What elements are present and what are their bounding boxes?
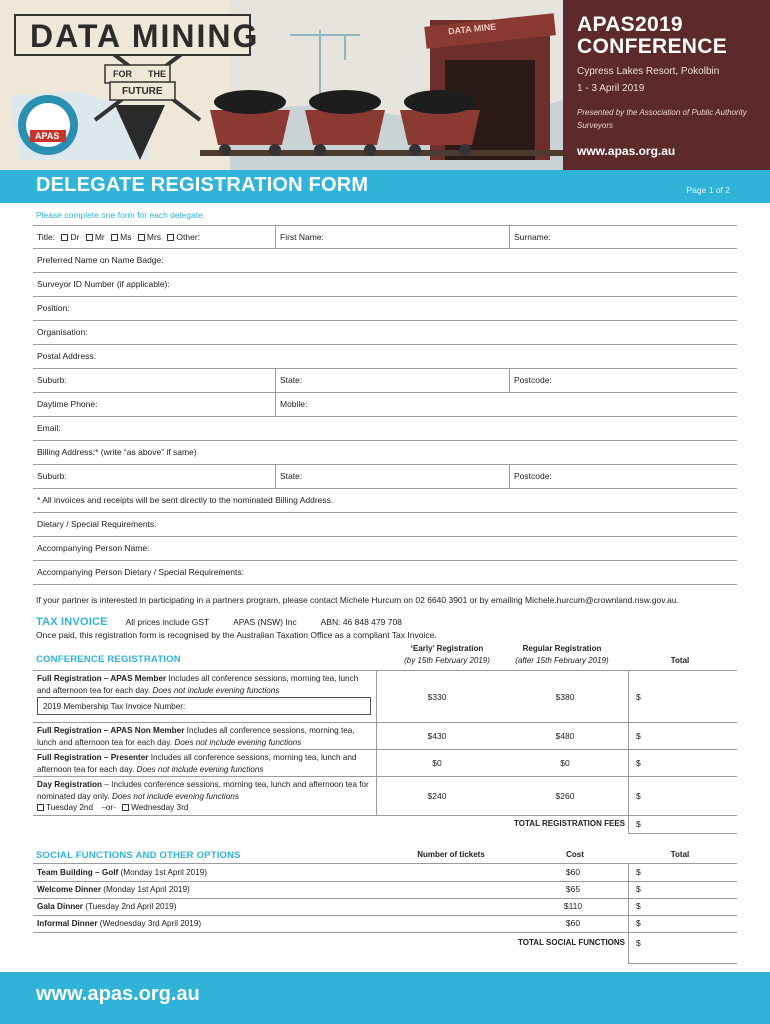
- social-row-gala-dinner: Gala Dinner (Tuesday 2nd April 2019): [37, 902, 177, 911]
- title-name-row: [33, 225, 737, 249]
- footer-bar: [0, 972, 770, 1024]
- social-row-golf: Team Building – Golf (Monday 1st April 2019): [37, 868, 208, 877]
- abn-number: ABN: 46 848 479 708: [320, 617, 402, 627]
- social-row-welcome-dinner: Welcome Dinner (Monday 1st April 2019): [37, 885, 190, 894]
- total-social-label: TOTAL SOCIAL FUNCTIONS: [518, 938, 625, 947]
- day-or-label: –or-: [101, 803, 116, 812]
- total-social-field[interactable]: $: [636, 938, 641, 948]
- total-registration-field[interactable]: $: [636, 819, 641, 829]
- conference-venue: Cypress Lakes Resort, Pokolbin: [577, 66, 720, 77]
- presenter-total-field[interactable]: $: [636, 758, 641, 768]
- social-heading: SOCIAL FUNCTIONS AND OTHER OPTIONS: [36, 850, 241, 861]
- daytime-phone-field[interactable]: Daytime Phone:: [37, 399, 98, 409]
- day-total-field[interactable]: $: [636, 791, 641, 801]
- title-mrs-checkbox[interactable]: [138, 234, 145, 241]
- total-registration-label: TOTAL REGISTRATION FEES: [514, 819, 625, 828]
- conference-title: APAS2019 CONFERENCE: [577, 13, 728, 58]
- wednesday-label: Wednesday 3rd: [131, 803, 189, 812]
- form-instruction: Please complete one form for each delegate.: [36, 210, 206, 220]
- registration-row-non-member: Full Registration – APAS Non Member Includes all conference sessions, morning tea, lunch and afternoon tea for each day. Does not include evening functions: [37, 726, 355, 747]
- member-total-field[interactable]: $: [636, 692, 641, 702]
- conference-info-panel: [563, 0, 770, 170]
- registration-heading: CONFERENCE REGISTRATION: [36, 654, 181, 665]
- organisation-field[interactable]: Organisation:: [37, 327, 88, 337]
- day-regular-price: $260: [555, 791, 575, 801]
- membership-invoice-number-field[interactable]: 2019 Membership Tax Invoice Number:: [37, 697, 371, 715]
- golf-total-field[interactable]: $: [636, 867, 641, 877]
- seal-text: APAS: [35, 131, 60, 141]
- billing-state-field[interactable]: State:: [275, 465, 509, 488]
- accompanying-name-field[interactable]: Accompanying Person Name:: [37, 543, 150, 553]
- welcome-dinner-total-field[interactable]: $: [636, 884, 641, 894]
- tax-invoice-line: [36, 616, 424, 628]
- logo-title: DATA MINING: [30, 18, 260, 54]
- informal-dinner-cost: $60: [565, 918, 581, 928]
- gala-dinner-cost: $110: [563, 901, 583, 911]
- non-member-regular-price: $480: [555, 731, 575, 741]
- tickets-column-header: Number of tickets: [417, 850, 485, 859]
- non-member-total-field[interactable]: $: [636, 731, 641, 741]
- presented-by: Presented by the Association of Public Authority Surveyors: [577, 108, 747, 130]
- state-field[interactable]: State:: [275, 369, 509, 392]
- delegate-details-form: [33, 225, 737, 585]
- title-dr-label: Dr: [70, 232, 80, 242]
- total-column-header: Total: [670, 656, 690, 665]
- registration-row-day: Day Registration – Includes conference sessions, morning tea, lunch and afternoon tea for nominated day only. Does not include evening functions Tuesday 2nd –or- Wednesday 3rd: [37, 780, 369, 812]
- mine-sign: DATA MINE: [447, 21, 497, 37]
- regular-column-subheader: (after 15th February 2019): [515, 656, 609, 665]
- informal-dinner-total-field[interactable]: $: [636, 918, 641, 928]
- title-ms-label: Ms: [120, 232, 132, 242]
- position-field[interactable]: Position:: [37, 303, 70, 313]
- early-column-header: ‘Early’ Registration: [410, 644, 484, 653]
- regular-column-header: Regular Registration: [522, 644, 602, 653]
- gst-note: All prices include GST: [125, 617, 210, 627]
- billing-postcode-field[interactable]: Postcode:: [509, 465, 737, 488]
- logo-the: THE: [148, 69, 166, 79]
- billing-suburb-row: [33, 465, 737, 489]
- tax-invoice-heading: TAX INVOICE: [36, 616, 108, 628]
- organisation-name: APAS (NSW) Inc: [233, 617, 297, 627]
- first-name-field[interactable]: First Name:: [275, 226, 509, 249]
- welcome-dinner-cost: $65: [565, 884, 581, 894]
- suburb-field[interactable]: Suburb:: [37, 375, 67, 385]
- golf-cost: $60: [565, 867, 581, 877]
- tax-invoice-note: Once paid, this registration form is recognised by the Australian Taxation Office as a compliant Tax Invoice.: [36, 630, 437, 640]
- mobile-field[interactable]: Mobile:: [275, 393, 737, 416]
- conference-dates: 1 - 3 April 2019: [577, 83, 645, 94]
- title-mrs-label: Mrs: [146, 232, 162, 242]
- header-website-link[interactable]: www.apas.org.au: [577, 144, 676, 158]
- surname-field[interactable]: Surname:: [509, 226, 737, 249]
- header-banner: [0, 0, 770, 170]
- dietary-field[interactable]: Dietary / Special Requirements:: [37, 519, 157, 529]
- title-mr-checkbox[interactable]: [86, 234, 93, 241]
- title-other-label: Other:: [176, 232, 201, 242]
- presenter-early-price: $0: [432, 758, 442, 768]
- tuesday-label: Tuesday 2nd: [46, 803, 94, 812]
- social-row-informal-dinner: Informal Dinner (Wednesday 3rd April 2019): [37, 919, 202, 928]
- billing-suburb-field[interactable]: Suburb:: [37, 471, 67, 481]
- logo-future: FUTURE: [122, 86, 163, 97]
- registration-row-presenter: Full Registration – Presenter Includes all conference sessions, morning tea, lunch and afternoon tea for each day. Does not include evening functions: [37, 753, 357, 774]
- title-dr-checkbox[interactable]: [61, 234, 68, 241]
- day-early-price: $240: [427, 791, 447, 801]
- registration-row-member: Full Registration – APAS Member Includes all conference sessions, morning tea, lunch and afternoon tea for each day. Does not include evening functions: [37, 674, 359, 695]
- title-ms-checkbox[interactable]: [111, 234, 118, 241]
- wednesday-checkbox[interactable]: [122, 804, 129, 811]
- presenter-regular-price: $0: [560, 758, 570, 768]
- page-number: Page 1 of 2: [686, 185, 730, 195]
- early-column-subheader: (by 15th February 2019): [404, 656, 490, 665]
- phone-row: [33, 393, 737, 417]
- title-other-checkbox[interactable]: [167, 234, 174, 241]
- postcode-field[interactable]: Postcode:: [509, 369, 737, 392]
- cost-column-header: Cost: [566, 850, 584, 859]
- logo-for: FOR: [113, 69, 132, 79]
- tuesday-checkbox[interactable]: [37, 804, 44, 811]
- email-field[interactable]: Email:: [37, 423, 61, 433]
- billing-note: * All invoices and receipts will be sent directly to the nominated Billing Address.: [37, 495, 334, 505]
- postal-address-field[interactable]: Postal Address:: [37, 351, 97, 361]
- badge-name-field[interactable]: Preferred Name on Name Badge:: [37, 255, 164, 265]
- form-title-bar: [0, 170, 770, 203]
- title-field: [33, 226, 273, 249]
- title-label: Title:: [37, 232, 56, 242]
- form-title: DELEGATE REGISTRATION FORM: [36, 174, 369, 196]
- accompanying-dietary-field[interactable]: Accompanying Person Dietary / Special Requirements:: [37, 567, 244, 577]
- suburb-row: [33, 369, 737, 393]
- member-early-price: $330: [427, 692, 447, 702]
- footer-website-link[interactable]: www.apas.org.au: [36, 983, 200, 1005]
- partner-program-note: If your partner is interested in participating in a partners program, please contact Michele Hurcum on 02 6640 3901 or by emailing Michele.hurcum@crownland.nsw.gov.au.: [36, 595, 679, 605]
- member-regular-price: $380: [555, 692, 575, 702]
- title-mr-label: Mr: [94, 232, 105, 242]
- social-total-column-header: Total: [670, 850, 690, 859]
- gala-dinner-total-field[interactable]: $: [636, 901, 641, 911]
- non-member-early-price: $430: [427, 731, 447, 741]
- billing-address-field[interactable]: Billing Address:* (write “as above” if same): [37, 447, 197, 457]
- surveyor-id-field[interactable]: Surveyor ID Number (if applicable):: [37, 279, 170, 289]
